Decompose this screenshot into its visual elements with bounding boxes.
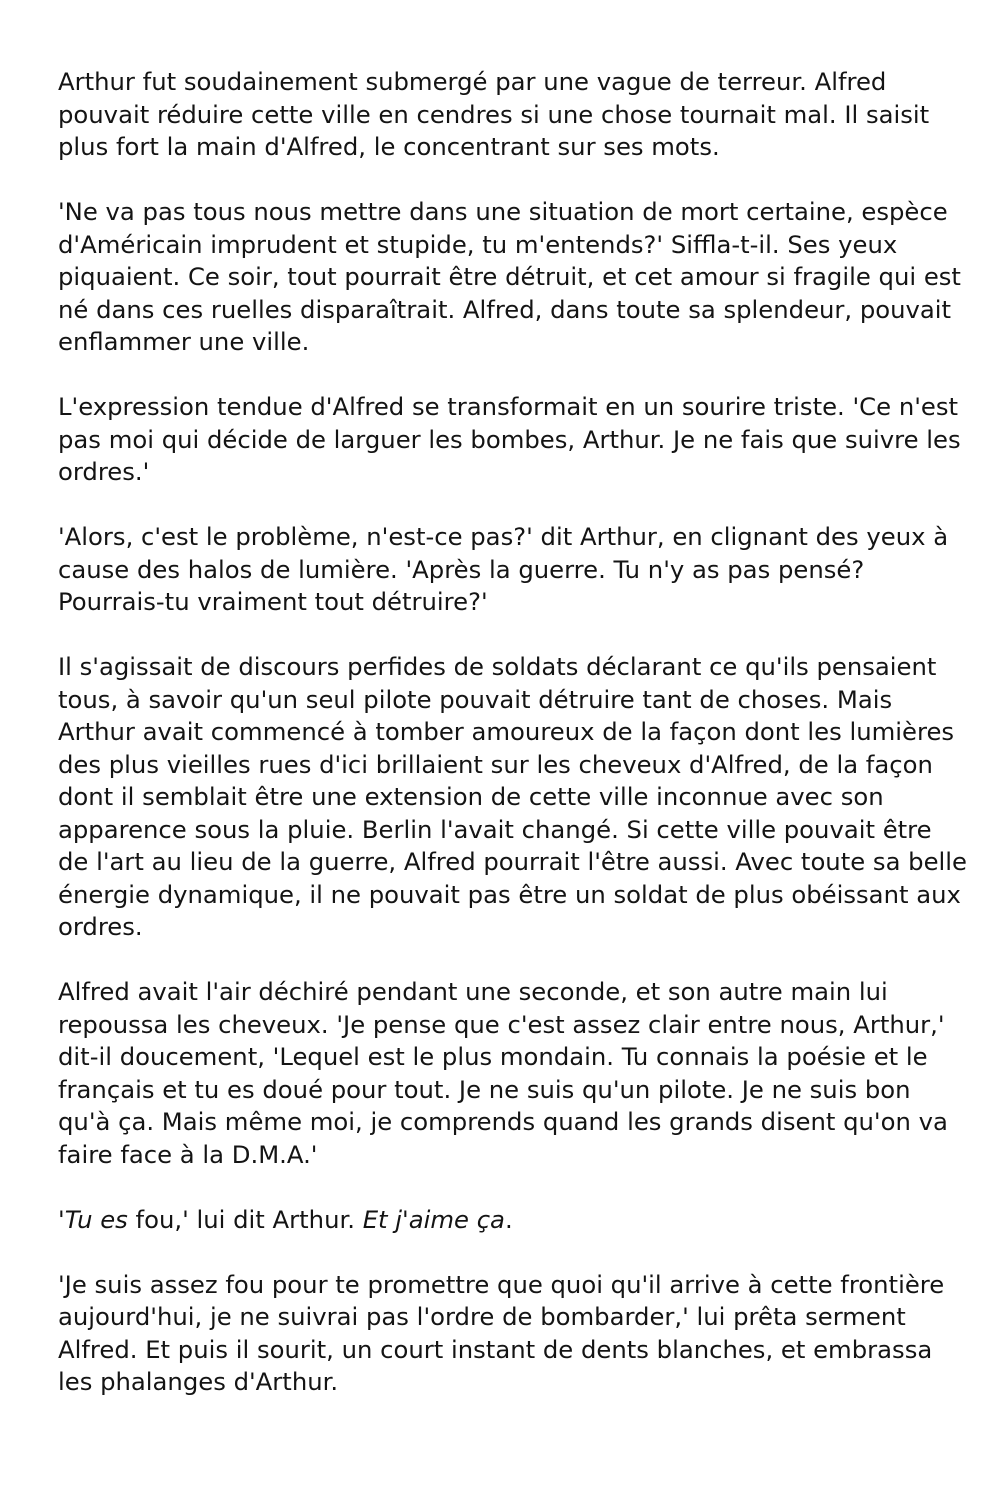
paragraph-4: 'Alors, c'est le problème, n'est-ce pas?' dit Arthur, en clignant des yeux à cause des halos de lumière. 'Après la guerre. Tu n'y as pas pensé? Pourrais-tu vraiment tout détruire?': [58, 522, 949, 616]
paragraph-1: Arthur fut soudainement submergé par une vague de terreur. Alfred pouvait réduire cette ville en cendres si une chose tournait mal. Il saisit plus fort la main d'Alfred, le concentrant sur ses mots.: [58, 67, 930, 161]
paragraph-3: L'expression tendue d'Alfred se transformait en un sourire triste. 'Ce n'est pas moi qui décide de larguer les bombes, Arthur. Je ne fais que suivre les ordres.': [58, 392, 961, 486]
paragraph-7-end: .: [504, 1204, 513, 1234]
paragraph-5: Il s'agissait de discours perfides de soldats déclarant ce qu'ils pensaient tous, à savoir qu'un seul pilote pouvait détruire tant de choses. Mais Arthur avait commencé à tomber amoureux de la façon dont les lumières des plus vieilles rues d'ici brillaient sur les cheveux d'Alfred, de la façon dont il semblait être une extension de cette ville inconnue avec son apparence sous la pluie. Berlin l'avait changé. Si cette ville pouvait être de l'art au lieu de la guerre, Alfred pourrait l'être aussi. Avec toute sa belle énergie dynamique, il ne pouvait pas être un soldat de plus obéissant aux ordres.: [58, 652, 967, 941]
paragraph-7-open-quote: ': [58, 1204, 65, 1234]
paragraph-7-italic-et-jaime-ca: Et j'aime ça: [362, 1204, 505, 1234]
paragraph-2: 'Ne va pas tous nous mettre dans une situation de mort certaine, espèce d'Américain imprudent et stupide, tu m'entends?' Siffla-t-il. Ses yeux piquaient. Ce soir, tout pourrait être détruit, et cet amour si fragile qui est né dans ces ruelles disparaîtrait. Alfred, dans toute sa splendeur, pouvait enflammer une ville.: [58, 197, 961, 356]
paragraph-8: 'Je suis assez fou pour te promettre que quoi qu'il arrive à cette frontière aujourd'hui, je ne suivrai pas l'ordre de bombarder,' lui prêta serment Alfred. Et puis il sourit, un court instant de dents blanches, et embrassa les phalanges d'Arthur.: [58, 1269, 945, 1396]
paragraph-7-italic-tu-es: Tu es: [64, 1204, 128, 1234]
document-page: [58, 66, 968, 1399]
paragraph-6: Alfred avait l'air déchiré pendant une seconde, et son autre main lui repoussa les cheveux. 'Je pense que c'est assez clair entre nous, Arthur,' dit-il doucement, 'Lequel est le plus mondain. Tu connais la poésie et le français et tu es doué pour tout. Je ne suis qu'un pilote. Je ne suis bon qu'à ça. Mais même moi, je comprends quand les grands disent qu'on va faire face à la D.M.A.': [58, 977, 948, 1169]
paragraph-7: [58, 1204, 968, 1237]
paragraph-7-middle: fou,' lui dit Arthur.: [127, 1204, 363, 1234]
